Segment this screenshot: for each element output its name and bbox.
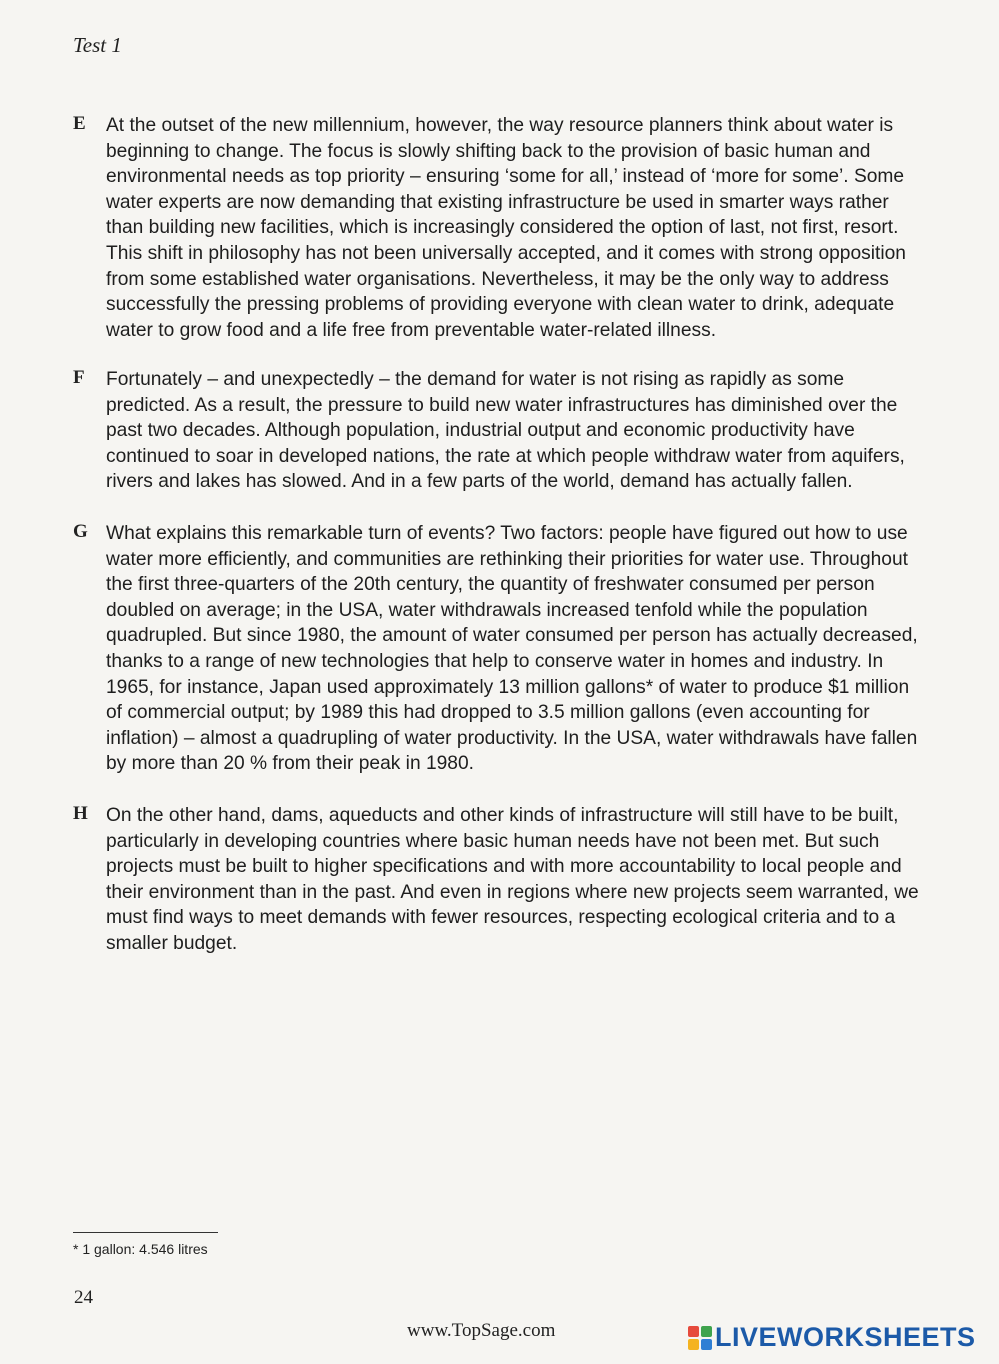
logo-square-yellow: [688, 1339, 699, 1350]
logo-square-red: [688, 1326, 699, 1337]
paragraph-text: On the other hand, dams, aqueducts and other kinds of infrastructure will still have to be built, particularly in developing countries where basic human needs have not been met. But such projects must be built to higher specifications and with more accountability to local people and their environment than in the past. And even in regions where new projects seem warranted, we must find ways to meet demands with fewer resources, respecting ecological criteria and to a smaller budget.: [106, 805, 919, 954]
paragraph-f: [73, 367, 923, 495]
footnote: * 1 gallon: 4.546 litres: [73, 1241, 208, 1257]
paragraph-letter: F: [73, 367, 85, 388]
paragraph-letter: G: [73, 521, 88, 542]
brand-suffix: WORKSHEETS: [777, 1322, 976, 1352]
paragraph-e: [73, 113, 923, 343]
logo-square-green: [701, 1326, 712, 1337]
paragraph-letter: E: [73, 113, 86, 134]
paragraph-letter: H: [73, 803, 88, 824]
paragraph-g: [73, 521, 923, 777]
footnote-divider: [73, 1232, 218, 1233]
page-number: 24: [74, 1287, 93, 1308]
liveworksheets-grid-icon: [688, 1326, 712, 1350]
paragraph-text: Fortunately – and unexpectedly – the demand for water is not rising as rapidly as some predicted. As a result, the pressure to build new water infrastructures has diminished over the past two decades. Although population, industrial output and economic productivity have continued to soar in developed nations, the rate at which people withdraw water from aquifers, rivers and lakes has slowed. And in a few parts of the world, demand has actually fallen.: [106, 369, 905, 493]
brand-prefix: LIVE: [715, 1322, 778, 1352]
paragraph-text: At the outset of the new millennium, however, the way resource planners think about water is beginning to change. The focus is slowly shifting back to the provision of basic human and environmental needs as top priority – ensuring ‘some for all,’ instead of ‘more for some’. Some water experts are now demanding that existing infrastructure be used in smarter ways rather than building new facilities, which is increasingly considered the option of last, not first, resort. This shift in philosophy has not been universally accepted, and it comes with strong opposition from some established water organisations. Nevertheless, it may be the only way to address successfully the pressing problems of providing everyone with clean water to drink, adequate water to grow food and a life free from preventable water-related illness.: [106, 115, 906, 341]
paragraph-text: What explains this remarkable turn of events? Two factors: people have figured out how to use water more efficiently, and communities are rethinking their priorities for water use. Throughout the first three-quarters of the 20th century, the quantity of freshwater consumed per person doubled on average; in the USA, water withdrawals increased tenfold while the population quadrupled. But since 1980, the amount of water consumed per person has actually decreased, thanks to a range of new technologies that help to conserve water in homes and industry. In 1965, for instance, Japan used approximately 13 million gallons* of water to produce $1 million of commercial output; by 1989 this had dropped to 3.5 million gallons (even accounting for inflation) – almost a quadrupling of water productivity. In the USA, water withdrawals have fallen by more than 20 % from their peak in 1980.: [106, 523, 918, 775]
paragraph-h: [73, 803, 923, 957]
liveworksheets-logo[interactable]: [688, 1322, 976, 1353]
page-header-title: Test 1: [73, 33, 122, 57]
logo-square-blue: [701, 1339, 712, 1350]
website-url[interactable]: www.TopSage.com: [407, 1320, 556, 1341]
